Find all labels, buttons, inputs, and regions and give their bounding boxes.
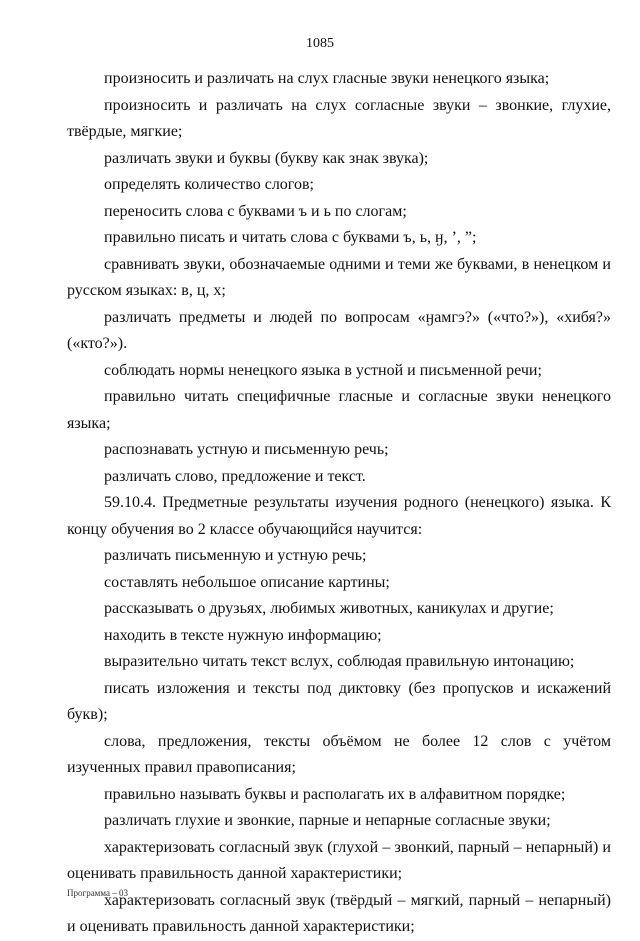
paragraph: распознавать устную и письменную речь; xyxy=(104,441,389,458)
paragraph: находить в тексте нужную информацию; xyxy=(104,626,382,644)
paragraph: различать слово, предложение и текст. xyxy=(104,467,366,485)
paragraph: произносить и различать на слух согласные звуки – звонкие, глухие, твёрдые, мягкие; xyxy=(67,96,611,140)
paragraph: правильно называть буквы и располагать их в алфавитном порядке; xyxy=(104,785,566,803)
paragraph: характеризовать согласный звук (глухой – звонкий, парный – непарный) и оценивать правильность данной характеристики; xyxy=(67,838,611,882)
paragraph: рассказывать о друзьях, любимых животных, каникулах и другие; xyxy=(104,600,554,617)
paragraph: различать предметы и людей по вопросам «ӈамгэ?» («что?»), «хибя?» («кто?»). xyxy=(67,308,611,352)
paragraph: слова, предложения, тексты объёмом не более 12 слов с учётом изученных правил правописания; xyxy=(67,732,611,776)
section-heading-paragraph: 59.10.4. Предметные результаты изучения родного (ненецкого) языка. К концу обучения во 2 классе обучающийся научится: xyxy=(67,494,611,538)
paragraph: переносить слова с буквами ъ и ь по слогам; xyxy=(104,202,407,220)
paragraph: определять количество слогов; xyxy=(104,176,314,193)
paragraph: выразительно читать текст вслух, соблюдая правильную интонацию; xyxy=(104,653,575,670)
paragraph: различать письменную и устную речь; xyxy=(104,547,367,564)
paragraph: различать глухие и звонкие, парные и непарные согласные звуки; xyxy=(104,812,551,829)
paragraph: правильно читать специфичные гласные и согласные звуки ненецкого языка; xyxy=(67,388,611,432)
footer-note: Программа – 03 xyxy=(67,888,129,898)
page-number: 1085 xyxy=(306,36,334,51)
paragraph: характеризовать согласный звук (твёрдый – мягкий, парный – непарный) и оценивать правильность данной характеристики; xyxy=(67,891,611,935)
document-body xyxy=(67,66,611,941)
paragraph: составлять небольшое описание картины; xyxy=(104,573,390,591)
paragraph: правильно писать и читать слова с буквами ъ, ь, ӈ, ’, ”; xyxy=(104,229,477,246)
paragraph: различать звуки и буквы (букву как знак звука); xyxy=(104,149,429,167)
paragraph: писать изложения и тексты под диктовку (без пропусков и искажений букв); xyxy=(67,679,611,723)
paragraph: сравнивать звуки, обозначаемые одними и теми же буквами, в ненецком и русском языках: в, ц, х; xyxy=(67,255,611,299)
paragraph: произносить и различать на слух гласные звуки ненецкого языка; xyxy=(104,70,550,87)
paragraph: соблюдать нормы ненецкого языка в устной и письменной речи; xyxy=(104,361,542,379)
